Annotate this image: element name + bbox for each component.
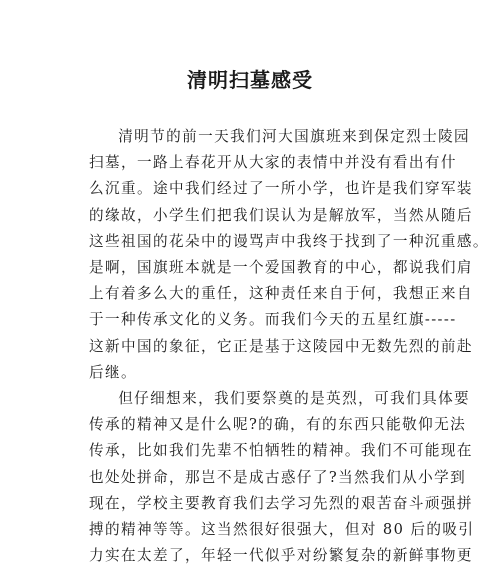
text-line: 传承的精神又是什么呢?的确，有的东西只能敬仰无法: [89, 416, 467, 434]
text-line: 扫墓，一路上春花开从大家的表情中并没有看出有什: [89, 154, 457, 172]
text-line: 这些祖国的花朵中的谩骂声中我终于找到了一种沉重感。: [89, 232, 489, 250]
text-line: 这新中国的象征，它正是基于这陵园中无数先烈的前赴: [89, 337, 473, 355]
text-line: 力实在太差了，年轻一代似乎对纷繁复杂的新鲜事物更: [89, 547, 473, 565]
text-line: 但仔细想来，我们要祭奠的是英烈，可我们具体要: [118, 390, 471, 408]
text-line: 也处处拼命，那岂不是成古惑仔了?当然我们从小学到: [89, 468, 467, 486]
paragraph-2: [89, 386, 475, 566]
text-line: 搏的精神等等。这当然很好很强大，但对 80 后的吸引: [89, 521, 475, 539]
text-line: 上有着多么大的重任，这种责任来自于何，我想正来自: [89, 285, 473, 303]
text-line: 是啊，国旗班本就是一个爱国教育的中心，都说我们肩: [89, 259, 473, 277]
text-line: 现在，学校主要教育我们去学习先烈的艰苦奋斗顽强拼: [89, 494, 473, 512]
document-body: [89, 124, 489, 566]
text-line: 传承，比如我们先辈不怕牺牲的精神。我们不可能现在: [89, 442, 473, 460]
text-line: 清明节的前一天我们河大国旗班来到保定烈士陵园: [118, 128, 471, 145]
text-line: 后继。: [89, 363, 137, 381]
paragraph-1: [89, 124, 489, 386]
text-line: 么沉重。途中我们经过了一所小学，也许是我们穿军装: [89, 180, 473, 198]
document-title: 清明扫墓感受: [187, 68, 313, 92]
text-line: 于一种传承文化的义务。而我们今天的五星红旗-----: [89, 311, 457, 329]
text-line: 的缘故，小学生们把我们误认为是解放军，当然从随后: [89, 206, 473, 224]
